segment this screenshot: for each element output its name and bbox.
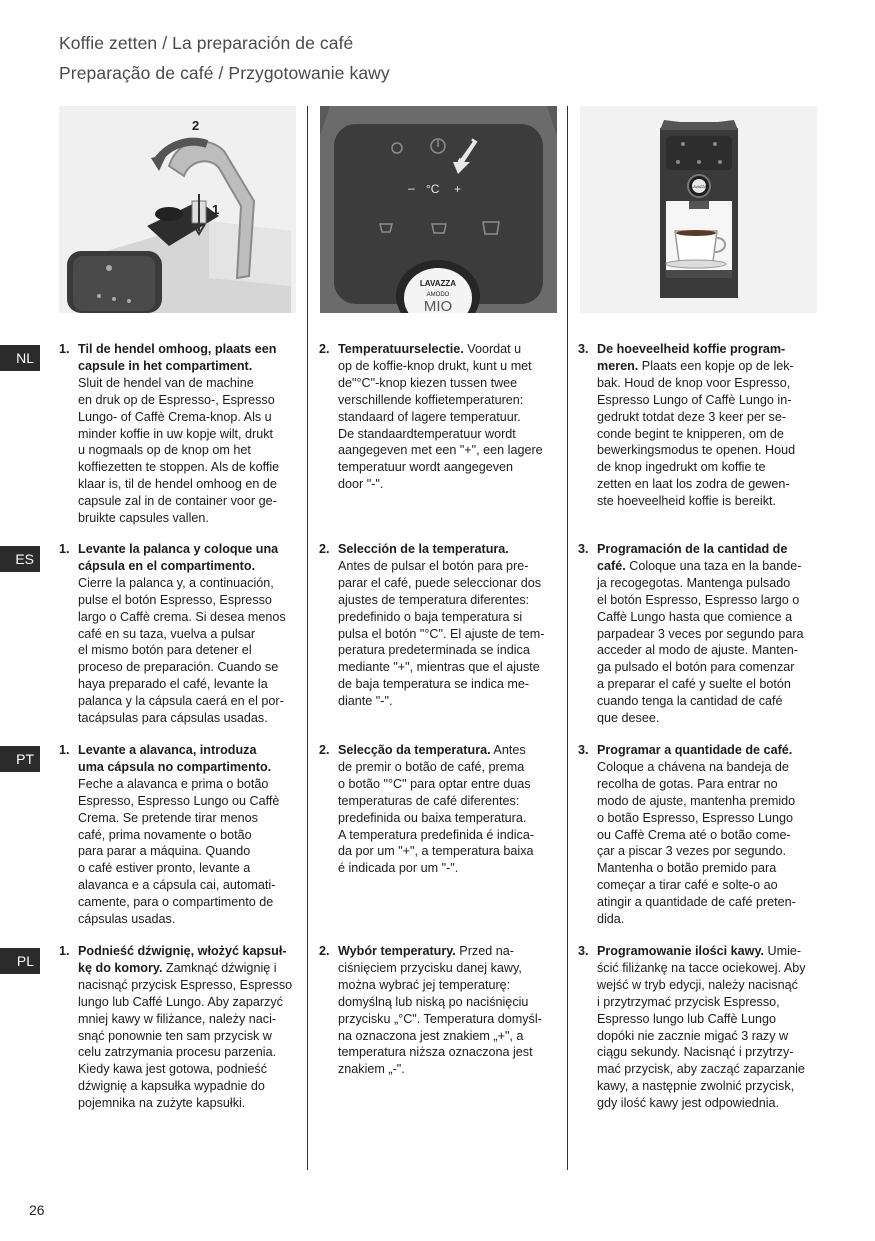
figure-lever-capsule: [59, 106, 296, 313]
text-line: Lungo- of Caffè Crema-knop. Als u: [78, 409, 272, 424]
step-number: 1.: [59, 542, 70, 556]
text-line: Kiedy kawa jest gotowa, podnieść: [78, 1062, 268, 1077]
text-line: de"°C"-knop kiezen tussen twee: [338, 375, 518, 390]
brand-sub-logo: AMODO: [426, 292, 450, 298]
text-line: ajustes de temperatura diferentes:: [338, 592, 530, 607]
text-line: ciśnięciem przycisku danej kawy,: [338, 960, 522, 975]
text-line: da por um "+", a temperatura baixa: [338, 844, 534, 859]
step-number: 2.: [319, 944, 330, 958]
text-line: que desee.: [597, 711, 660, 726]
text-line: snąć ponownie ten sam przycisk w: [78, 1028, 272, 1043]
text-line: Levante la palanca y coloque una: [78, 542, 279, 556]
text-line: klaar is, til de hendel omhoog en de: [78, 477, 277, 492]
text-line: en druk op de Espresso-, Espresso: [78, 392, 275, 407]
text-line: ou Caffè Crema até o botão come-: [597, 827, 791, 842]
text-line: koffiezetten te stoppen. Als de koffie: [78, 460, 280, 475]
text-line: standaard of lagere temperatuur.: [338, 409, 521, 424]
text-line: gdy ilość kawy jest odpowiednia.: [597, 1096, 780, 1111]
text-line: ścić filiżankę na tacce ociekowej. Aby: [597, 960, 806, 975]
step-number: 1.: [59, 342, 70, 356]
step-text: [78, 541, 299, 727]
step-text: [597, 541, 822, 727]
text-line: dida.: [597, 912, 625, 927]
text-line: temperatuur wordt aangegeven: [338, 460, 514, 475]
lang-tag-es: ES: [0, 546, 40, 572]
minus-label: –: [408, 181, 415, 195]
step-number: 3.: [578, 542, 589, 556]
text-line: conde begint te knipperen, om de: [597, 426, 784, 441]
text-line: el mismo botón para detener el: [78, 643, 252, 658]
text-line: para parar a máquina. Quando: [78, 844, 251, 859]
page-number: 26: [29, 1202, 45, 1218]
text-line: Coloque a chávena na bandeja de: [597, 759, 789, 774]
callout-2-label: 2: [192, 118, 200, 133]
text-line: de premir o botão de café, prema: [338, 759, 525, 774]
brand-mio-logo: MIO: [423, 298, 453, 313]
text-line: pojemnika na zużyte kapsułki.: [78, 1096, 246, 1111]
control-panel-illustration: [320, 106, 557, 313]
text-line: ciągu sekundy. Nacisnąć i przytrzy-: [597, 1045, 794, 1060]
text-line: pulsa el botón "°C". El ajuste de tem-: [338, 626, 545, 641]
figure-machine-cup: [580, 106, 817, 313]
step-text: [597, 742, 822, 928]
text-line: mać przycisk, aby zacząć zaparzanie: [597, 1062, 805, 1077]
text-line: Crema. Se pretende tirar menos: [78, 810, 258, 825]
step-text: [338, 341, 559, 493]
text-line: de knop ingedrukt om koffie te: [597, 460, 766, 475]
text-line: café, prima novamente o botão: [78, 827, 252, 842]
step-number: 2.: [319, 342, 330, 356]
text-line: Espresso lungo lub Caffè Lungo: [597, 1011, 777, 1026]
text-line: mniej kawy w filiżance, należy naci-: [78, 1011, 277, 1026]
text-line: ja recogegotas. Mantenga pulsado: [597, 575, 791, 590]
text-line: Wybór temperatury. Przed na-: [338, 944, 514, 958]
text-line: de baja temperatura se indica me-: [338, 677, 530, 692]
text-line: parpadear 3 veces por segundo para: [597, 626, 804, 641]
text-line: Caffè Lungo hasta que comience a: [597, 609, 793, 624]
step-number: 3.: [578, 342, 589, 356]
text-line: temperaturas de café diferentes:: [338, 793, 520, 808]
column-divider-1: [307, 106, 308, 1170]
text-line: peratura predeterminada se indica: [338, 643, 530, 658]
step-text: [78, 943, 299, 1112]
plus-label: +: [454, 182, 462, 196]
step-text: [597, 341, 822, 510]
text-line: é indicada por um "-".: [338, 861, 459, 876]
text-line: capsule in het compartiment.: [78, 358, 253, 373]
text-line: café en su taza, vuelva a pulsar: [78, 626, 256, 641]
callout-1-label: 1: [212, 202, 220, 217]
text-line: i przytrzymać przycisk Espresso,: [597, 994, 780, 1009]
text-line: Antes de pulsar el botón para pre-: [338, 558, 529, 573]
text-line: o botão Espresso, Espresso Lungo: [597, 810, 794, 825]
text-line: gedrukt totdat deze 3 keer per se-: [597, 409, 787, 424]
step-number: 1.: [59, 944, 70, 958]
column-divider-2: [567, 106, 568, 1170]
text-line: bruikte capsules vallen.: [78, 511, 209, 526]
lang-tag-pt: PT: [0, 746, 40, 772]
text-line: verschillende koffietemperaturen:: [338, 392, 524, 407]
step-number: 3.: [578, 743, 589, 757]
text-line: parar el café, puede seleccionar dos: [338, 575, 542, 590]
figure-control-panel: [320, 106, 557, 313]
text-line: aangegeven met een "+", een lagere: [338, 443, 543, 458]
text-line: na oznaczona jest znakiem „+", a: [338, 1028, 524, 1043]
text-line: u nogmaals op de knop om het: [78, 443, 251, 458]
text-line: A temperatura predefinida é indica-: [338, 827, 535, 842]
text-line: pulse el botón Espresso, Espresso: [78, 592, 272, 607]
text-line: Til de hendel omhoog, plaats een: [78, 342, 277, 356]
text-line: capsule zal in de container voor ge-: [78, 494, 277, 509]
step-text: [597, 943, 822, 1112]
text-line: recolha de gotas. Para entrar no: [597, 776, 778, 791]
celsius-label: °C: [426, 182, 440, 196]
text-line: lungo lub Caffé Lungo. Aby zaparzyć: [78, 994, 283, 1009]
machine-logo: LAVAZZA: [691, 185, 707, 189]
text-line: Levante a alavanca, introduza: [78, 743, 257, 757]
text-line: largo o Caffè crema. Si desea menos: [78, 609, 286, 624]
text-line: Programar a quantidade de café.: [597, 743, 793, 757]
lang-tag-nl: NL: [0, 345, 40, 371]
text-line: haya preparado el café, levante la: [78, 677, 268, 692]
step-number: 2.: [319, 542, 330, 556]
text-line: nacisnąć przycisk Espresso, Espresso: [78, 977, 293, 992]
text-line: tacápsulas para cápsulas usadas.: [78, 711, 268, 726]
text-line: Mantenha o botão premido para: [597, 861, 777, 876]
text-line: De standaardtemperatuur wordt: [338, 426, 516, 441]
text-line: o botão "°C" para optar entre duas: [338, 776, 531, 791]
text-line: Podnieść dźwignię, włożyć kapsuł-: [78, 944, 287, 958]
step-text: [338, 742, 559, 877]
text-line: bak. Houd de knop voor Espresso,: [597, 375, 791, 390]
step-number: 3.: [578, 944, 589, 958]
text-line: mediante "+", mientras que el ajuste: [338, 660, 540, 675]
text-line: el botón Espresso, Espresso largo o: [597, 592, 800, 607]
text-line: Espresso, Espresso Lungo ou Caffè: [78, 793, 280, 808]
text-line: door "-".: [338, 477, 384, 492]
text-line: cuando tenga la cantidad de café: [597, 694, 783, 709]
text-line: domyślną lub niską po naciśnięciu: [338, 994, 529, 1009]
text-line: acceder al modo de ajuste. Manten-: [597, 643, 798, 658]
text-line: meren. Plaats een kopje op de lek-: [597, 358, 794, 373]
text-line: kę do komory. Zamknąć dźwignię i: [78, 960, 277, 975]
text-line: Cierre la palanca y, a continuación,: [78, 575, 274, 590]
step-number: 2.: [319, 743, 330, 757]
text-line: Temperatuurselectie. Voordat u: [338, 342, 522, 356]
text-line: celu zatrzymania procesu parzenia.: [78, 1045, 277, 1060]
text-line: Selección de la temperatura.: [338, 542, 509, 556]
text-line: bewerkingsmodus te openen. Houd: [597, 443, 796, 458]
text-line: Programowanie ilości kawy. Umie-: [597, 944, 802, 958]
header-line-1: Koffie zetten / La preparación de café: [59, 33, 354, 53]
lang-tag-pl: PL: [0, 948, 40, 974]
step-text: [78, 341, 299, 527]
text-line: começar a tirar café e solte-o ao: [597, 878, 778, 893]
text-line: ste hoeveelheid koffie is bereikt.: [597, 494, 776, 509]
text-line: De hoeveelheid koffie program-: [597, 342, 786, 356]
text-line: café. Coloque una taza en la bande-: [597, 558, 802, 573]
text-line: palanca y la cápsula caerá en el por-: [78, 694, 284, 709]
text-line: o café estiver pronto, levante a: [78, 861, 251, 876]
step-text: [78, 742, 299, 928]
text-line: dopóki nie zacznie migać 3 razy w: [597, 1028, 789, 1043]
text-line: dźwignię a kapsułka wypadnie do: [78, 1079, 265, 1094]
text-line: proceso de preparación. Cuando se: [78, 660, 279, 675]
text-line: Selecção da temperatura. Antes: [338, 743, 526, 757]
text-line: predefinido o baja temperatura si: [338, 609, 523, 624]
step-text: [338, 541, 559, 710]
step-number: 1.: [59, 743, 70, 757]
text-line: diante "-".: [338, 694, 393, 709]
text-line: zetten en laat los zodra de gewen-: [597, 477, 790, 492]
text-line: temperatura niższa oznaczona jest: [338, 1045, 533, 1060]
text-line: op de koffie-knop drukt, kunt u met: [338, 358, 532, 373]
text-line: uma cápsula no compartimento.: [78, 759, 272, 774]
text-line: Espresso Lungo of Caffè Lungo in-: [597, 392, 792, 407]
text-line: minder koffie in uw kopje wilt, drukt: [78, 426, 274, 441]
text-line: przycisku „°C". Temperatura domyśl-: [338, 1011, 542, 1026]
text-line: alavanca e a cápsula cai, automati-: [78, 878, 276, 893]
machine-illustration: [580, 106, 817, 313]
text-line: predefinida ou baixa temperatura.: [338, 810, 527, 825]
text-line: cápsulas usadas.: [78, 912, 176, 927]
text-line: Programación de la cantidad de: [597, 542, 788, 556]
text-line: kawy, a następnie zwolnić przycisk,: [597, 1079, 795, 1094]
text-line: ga pulsado el botón para comenzar: [597, 660, 795, 675]
header-line-2: Preparação de café / Przygotowanie kawy: [59, 63, 390, 83]
text-line: camente, para o compartimento de: [78, 895, 274, 910]
brand-logo: LAVAZZA: [419, 279, 457, 288]
text-line: wejść w tryb edycji, należy nacisnąć: [597, 977, 798, 992]
text-line: cápsula en el compartimento.: [78, 558, 256, 573]
text-line: Feche a alavanca e prima o botão: [78, 776, 269, 791]
text-line: atingir a quantidade de café preten-: [597, 895, 796, 910]
text-line: można wybrać jej temperaturę:: [338, 977, 511, 992]
lever-illustration: [59, 106, 296, 313]
text-line: znakiem „-".: [338, 1062, 405, 1077]
text-line: Sluit de hendel van de machine: [78, 375, 254, 390]
step-text: [338, 943, 559, 1078]
text-line: a preparar el café y suelte el botón: [597, 677, 791, 692]
text-line: modo de ajuste, mantenha premido: [597, 793, 796, 808]
text-line: çar a piscar 3 vezes por segundo.: [597, 844, 787, 859]
